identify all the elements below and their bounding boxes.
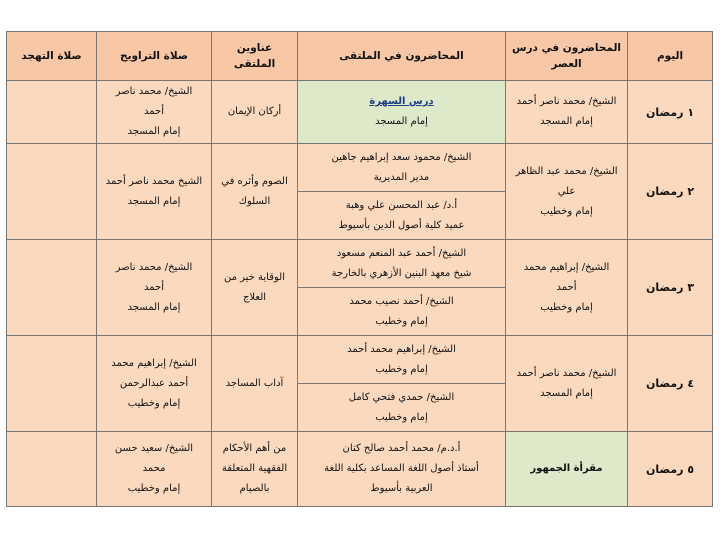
taraweeh-cell: [97, 81, 212, 144]
header-multaqa-titles: عناوين الملتقى: [212, 32, 298, 81]
asr-line: الشيخ/ محمد ناصر أحمد: [516, 96, 617, 107]
multaqa-line: الشيخ/ حمدي فتحي كامل: [348, 391, 455, 403]
asr-cell: [506, 81, 628, 144]
day-cell: ٢ رمضان: [628, 144, 713, 240]
asr-line: أحمد: [556, 281, 577, 293]
multaqa-cell: [298, 288, 506, 336]
multaqa-line: عميد كلية أصول الدين بأسيوط: [338, 219, 465, 231]
header-day: اليوم: [628, 32, 713, 81]
table-row: [7, 81, 713, 144]
taraweeh-line: الشيخ/ إبراهيم محمد: [111, 357, 197, 369]
table-row: [7, 432, 713, 507]
multaqa-line: الشيخ/ أحمد نصيب محمد: [349, 295, 454, 307]
asr-line: إمام المسجد: [540, 116, 593, 127]
multaqa-line: إمام المسجد: [375, 116, 428, 127]
multaqa-cell: [298, 384, 506, 432]
title-line: العلاج: [242, 291, 267, 303]
multaqa-cell: [298, 336, 506, 384]
multaqa-line: العربية بأسيوط: [370, 483, 433, 494]
ramadan-schedule-table: [6, 31, 713, 507]
title-line: آداب المساجد: [225, 377, 284, 389]
day-cell: ٥ رمضان: [628, 432, 713, 507]
taraweeh-cell: [97, 336, 212, 432]
taraweeh-line: إمام المسجد: [127, 126, 181, 137]
asr-cell: [506, 144, 628, 240]
tahajjud-cell: [7, 432, 97, 507]
header-row: [7, 32, 713, 81]
multaqa-line: أستاذ أصول اللغة المساعد بكلية اللغة: [324, 463, 479, 474]
taraweeh-line: أحمد عبدالرحمن: [119, 377, 189, 389]
taraweeh-cell: [97, 432, 212, 507]
title-line: الوقاية خير من: [223, 271, 285, 283]
asr-cell: [506, 336, 628, 432]
asr-cell: [506, 240, 628, 336]
multaqa-cell: [298, 192, 506, 240]
asr-line: الشيخ/ محمد عبد الظاهر: [515, 165, 618, 177]
multaqa-line: أ.د.م/ محمد أحمد صالح كتان: [342, 443, 461, 454]
asr-line: الشيخ/ محمد ناصر أحمد: [516, 367, 617, 379]
multaqa-line: الشيخ/ إبراهيم محمد أحمد: [347, 343, 456, 355]
asr-cell: [506, 432, 628, 507]
schedule-container: [7, 31, 713, 507]
taraweeh-line: محمد: [142, 463, 166, 474]
day-cell: ١ رمضان: [628, 81, 713, 144]
taraweeh-line: الشيخ/ محمد ناصر: [115, 261, 193, 273]
multaqa-cell: [298, 81, 506, 144]
taraweeh-line: الشيخ/ سعيد حسن: [114, 443, 194, 454]
tahajjud-cell: [7, 240, 97, 336]
multaqa-line: مدير المديرية: [373, 171, 430, 183]
taraweeh-cell: [97, 240, 212, 336]
asr-line: إمام وخطيب: [540, 301, 593, 313]
asr-line: إمام المسجد: [540, 387, 593, 399]
taraweeh-line: إمام وخطيب: [127, 483, 181, 494]
titles-cell: [212, 144, 298, 240]
taraweeh-cell: [97, 144, 212, 240]
multaqa-title: درس السهرة: [369, 96, 434, 107]
titles-cell: [212, 81, 298, 144]
header-tahajjud: صلاة التهجد: [7, 32, 97, 81]
multaqa-cell: [298, 432, 506, 507]
asr-line: علي: [557, 185, 576, 197]
table-row: [7, 144, 713, 192]
tahajjud-cell: [7, 336, 97, 432]
table-row: [7, 240, 713, 288]
taraweeh-line: أحمد: [144, 106, 164, 117]
table-row: [7, 336, 713, 384]
taraweeh-line: الشيخ محمد ناصر أحمد: [105, 175, 203, 187]
tahajjud-cell: [7, 81, 97, 144]
taraweeh-line: إمام وخطيب: [127, 397, 181, 409]
title-line: الفقهية المتعلقة: [221, 463, 288, 474]
taraweeh-line: إمام المسجد: [127, 195, 181, 207]
title-line: بالصيام: [239, 483, 270, 494]
day-cell: ٤ رمضان: [628, 336, 713, 432]
title-line: السلوك: [238, 195, 271, 207]
taraweeh-line: الشيخ/ محمد ناصر: [115, 86, 193, 97]
multaqa-line: إمام وخطيب: [375, 411, 428, 423]
taraweeh-line: إمام المسجد: [127, 301, 181, 313]
multaqa-line: إمام وخطيب: [375, 363, 428, 375]
header-taraweeh: صلاة التراويح: [97, 32, 212, 81]
taraweeh-line: أحمد: [144, 281, 164, 293]
asr-line: مقرأة الجمهور: [530, 463, 603, 474]
day-cell: ٣ رمضان: [628, 240, 713, 336]
multaqa-cell: [298, 240, 506, 288]
titles-cell: [212, 336, 298, 432]
header-asr-lecturers: المحاضرون في درس العصر: [506, 32, 628, 81]
header-multaqa-lecturers: المحاضرون في الملتقى: [298, 32, 506, 81]
titles-cell: [212, 432, 298, 507]
title-line: أركان الإيمان: [227, 106, 282, 117]
multaqa-line: شيخ معهد البنين الأزهري بالخارجة: [331, 267, 472, 279]
title-line: الصوم وأثره في: [221, 175, 288, 187]
multaqa-line: الشيخ/ أحمد عبد المنعم مسعود: [336, 247, 467, 259]
asr-line: الشيخ/ إبراهيم محمد: [523, 261, 610, 273]
titles-cell: [212, 240, 298, 336]
tahajjud-cell: [7, 144, 97, 240]
multaqa-line: الشيخ/ محمود سعد إبراهيم جاهين: [331, 151, 472, 163]
multaqa-line: إمام وخطيب: [375, 315, 428, 327]
multaqa-line: أ.د/ عبد المحسن علي وهبة: [345, 199, 458, 211]
asr-line: إمام وخطيب: [540, 205, 593, 217]
multaqa-cell: [298, 144, 506, 192]
title-line: من أهم الأحكام: [222, 443, 287, 454]
